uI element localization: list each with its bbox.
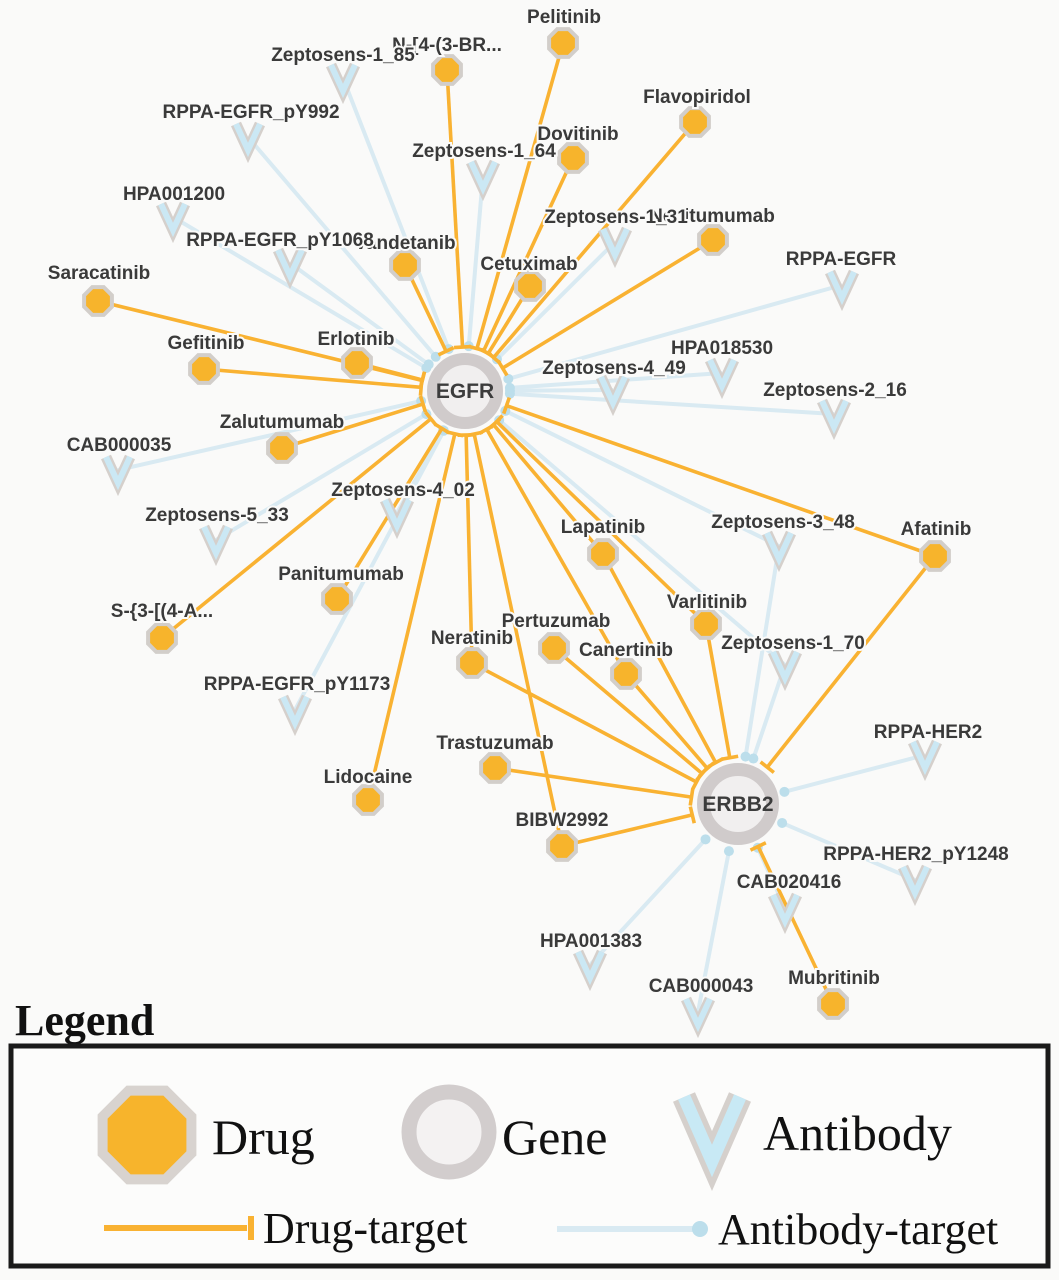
drug-icon xyxy=(589,540,617,568)
drug-icon xyxy=(190,355,218,383)
antibody-target-edge-dot xyxy=(505,389,515,399)
label-lidocaine: Lidocaine xyxy=(323,767,413,788)
legend-heading: Legend xyxy=(15,996,155,1045)
label-zeptosens_4_49: Zeptosens-4_49 xyxy=(542,358,686,379)
drug-target-edge-tee xyxy=(721,756,738,759)
node-zeptosens_5_33[interactable] xyxy=(204,527,228,553)
node-erlotinib[interactable] xyxy=(343,349,371,377)
label-cab000043: CAB000043 xyxy=(648,976,754,997)
drug-target-edge-tee xyxy=(420,372,424,388)
drug-icon xyxy=(148,624,176,652)
antibody-target-edge-dot xyxy=(503,374,513,384)
drug-icon xyxy=(354,786,382,814)
legend-drug-target-label: Drug-target xyxy=(263,1204,468,1253)
node-s_3_4_a[interactable] xyxy=(148,624,176,652)
label-lapatinib: Lapatinib xyxy=(560,517,646,538)
drug-icon xyxy=(481,754,509,782)
node-varlitinib[interactable] xyxy=(692,610,720,638)
label-zeptosens_1_31: Zeptosens-1_31 xyxy=(544,207,688,228)
label-zeptosens_3_48: Zeptosens-3_48 xyxy=(711,512,855,533)
label-trastuzumab: Trastuzumab xyxy=(436,733,554,754)
label-afatinib: Afatinib xyxy=(900,519,972,540)
label-rppa_egfr_py992: RPPA-EGFR_pY992 xyxy=(162,102,340,123)
drug-target-edge xyxy=(447,70,463,347)
label-canertinib: Canertinib xyxy=(579,640,673,661)
node-canertinib[interactable] xyxy=(612,660,640,688)
antibody-target-edge xyxy=(510,390,613,391)
node-zeptosens_3_48[interactable] xyxy=(767,533,791,559)
label-rppa_her2_py1248: RPPA-HER2_pY1248 xyxy=(823,844,1009,865)
drug-legend-icon xyxy=(103,1091,192,1180)
drug-target-edge-tee xyxy=(690,789,692,806)
node-zeptosens_1_70[interactable] xyxy=(773,652,797,678)
node-vandetanib[interactable] xyxy=(391,251,419,279)
drug-icon xyxy=(433,56,461,84)
drug-target-edge-tee xyxy=(690,807,694,824)
node-zalutumumab[interactable] xyxy=(268,434,296,462)
label-vandetanib: Vandetanib xyxy=(354,233,456,254)
node-cab000035[interactable] xyxy=(106,457,130,483)
node-rppa_her2[interactable] xyxy=(913,742,937,768)
drug-icon xyxy=(612,660,640,688)
drug-target-edge xyxy=(495,768,692,797)
label-flavopiridol: Flavopiridol xyxy=(643,87,751,108)
label-varlitinib: Varlitinib xyxy=(666,592,748,613)
label-neratinib: Neratinib xyxy=(430,628,514,649)
label-gefitinib: Gefitinib xyxy=(167,333,245,354)
label-egfr: EGFR xyxy=(435,380,495,403)
label-cetuximab: Cetuximab xyxy=(480,254,578,275)
label-dovitinib: Dovitinib xyxy=(537,124,619,145)
node-rppa_her2_py1248[interactable] xyxy=(903,867,927,893)
drug-icon xyxy=(84,287,112,315)
drug-icon xyxy=(323,585,351,613)
drug-icon xyxy=(699,226,727,254)
label-s_3_4_a: S-{3-[(4-A... xyxy=(110,601,214,622)
antibody-target-edge-dot xyxy=(724,846,734,856)
label-mubritinib: Mubritinib xyxy=(788,968,880,989)
label-erbb2: ERBB2 xyxy=(702,793,774,816)
label-hpa018530: HPA018530 xyxy=(670,338,774,359)
node-mubritinib[interactable] xyxy=(819,990,847,1018)
network-graph xyxy=(48,7,1009,1025)
label-erlotinib: Erlotinib xyxy=(317,329,395,350)
antibody-target-legend-dot xyxy=(692,1221,708,1237)
drug-icon xyxy=(548,832,576,860)
label-bibw2992: BIBW2992 xyxy=(515,810,609,831)
node-bibw2992[interactable] xyxy=(548,832,576,860)
label-rppa_egfr_py1068: RPPA-EGFR_pY1068 xyxy=(186,230,374,251)
antibody-target-edge-dot xyxy=(701,834,711,844)
drug-icon xyxy=(458,649,486,677)
label-necitumumab: Necitumumab xyxy=(649,206,775,227)
label-zeptosens_2_16: Zeptosens-2_16 xyxy=(763,380,907,401)
drug-target-edge-tee xyxy=(466,432,483,436)
node-panitumumab[interactable] xyxy=(323,585,351,613)
node-trastuzumab[interactable] xyxy=(481,754,509,782)
node-saracatinib[interactable] xyxy=(84,287,112,315)
label-pelitinib: Pelitinib xyxy=(527,7,601,28)
label-cab000035: CAB000035 xyxy=(66,435,172,456)
node-erbb2[interactable] xyxy=(702,770,773,839)
gene-legend-icon xyxy=(409,1092,489,1172)
drug-icon xyxy=(692,610,720,638)
legend-drug-label: Drug xyxy=(212,1109,315,1165)
drug-icon xyxy=(391,251,419,279)
node-zeptosens_1_85[interactable] xyxy=(331,65,355,91)
drug-icon xyxy=(516,272,544,300)
label-panitumumab: Panitumumab xyxy=(278,564,404,585)
label-hpa001200: HPA001200 xyxy=(122,184,226,205)
label-zalutumumab: Zalutumumab xyxy=(219,412,345,433)
label-saracatinib: Saracatinib xyxy=(47,263,151,284)
node-flavopiridol[interactable] xyxy=(681,108,709,136)
legend-antibody-target-label: Antibody-target xyxy=(718,1205,999,1254)
node-egfr[interactable] xyxy=(433,359,497,423)
drug-icon xyxy=(819,990,847,1018)
drug-target-edge-tee xyxy=(447,432,464,436)
drug-icon xyxy=(549,29,577,57)
drug-icon xyxy=(268,434,296,462)
antibody-target-edge xyxy=(784,755,925,792)
label-zeptosens_1_70: Zeptosens-1_70 xyxy=(721,633,865,654)
antibody-target-edge-dot xyxy=(777,818,787,828)
node-rppa_egfr[interactable] xyxy=(830,272,854,298)
antibody-target-edge-dot xyxy=(779,787,789,797)
label-zeptosens_1_64: Zeptosens-1_64 xyxy=(412,141,556,162)
drug-icon xyxy=(681,108,709,136)
node-afatinib[interactable] xyxy=(921,542,949,570)
node-zeptosens_2_16[interactable] xyxy=(822,401,846,427)
label-zeptosens_1_85: Zeptosens-1_85 xyxy=(271,45,415,66)
antibody-target-edge-dot xyxy=(748,754,758,764)
node-pelitinib[interactable] xyxy=(549,29,577,57)
label-zeptosens_4_02: Zeptosens-4_02 xyxy=(331,480,475,501)
node-rppa_egfr_py1068[interactable] xyxy=(278,250,302,276)
node-zeptosens_1_64[interactable] xyxy=(471,162,495,188)
label-cab020416: CAB020416 xyxy=(736,872,842,893)
node-lidocaine[interactable] xyxy=(354,786,382,814)
node-lapatinib[interactable] xyxy=(589,540,617,568)
label-pertuzumab: Pertuzumab xyxy=(501,611,611,632)
node-dovitinib[interactable] xyxy=(559,144,587,172)
node-hpa001383[interactable] xyxy=(578,952,602,978)
node-pertuzumab[interactable] xyxy=(540,634,568,662)
node-n_4_3_br[interactable] xyxy=(433,56,461,84)
label-n_4_3_br: N-[4-(3-BR... xyxy=(392,35,502,56)
antibody-target-edge-dot xyxy=(424,359,434,369)
node-hpa001200[interactable] xyxy=(161,204,185,230)
node-neratinib[interactable] xyxy=(458,649,486,677)
label-rppa_egfr: RPPA-EGFR xyxy=(785,249,897,270)
node-rppa_egfr_py1173[interactable] xyxy=(283,697,307,723)
legend-gene-label: Gene xyxy=(502,1109,608,1165)
node-necitumumab[interactable] xyxy=(699,226,727,254)
drug-icon xyxy=(559,144,587,172)
drug-icon xyxy=(921,542,949,570)
legend-section xyxy=(11,996,1048,1266)
drug-icon xyxy=(343,349,371,377)
drug-icon xyxy=(540,634,568,662)
legend-antibody-label: Antibody xyxy=(763,1105,952,1161)
label-zeptosens_5_33: Zeptosens-5_33 xyxy=(145,505,289,526)
node-cetuximab[interactable] xyxy=(516,272,544,300)
label-rppa_egfr_py1173: RPPA-EGFR_pY1173 xyxy=(203,674,391,695)
node-hpa018530[interactable] xyxy=(710,360,734,386)
label-hpa001383: HPA001383 xyxy=(539,931,643,952)
drug-target-edge-tee xyxy=(454,347,471,348)
node-gefitinib[interactable] xyxy=(190,355,218,383)
label-rppa_her2: RPPA-HER2 xyxy=(873,722,983,743)
